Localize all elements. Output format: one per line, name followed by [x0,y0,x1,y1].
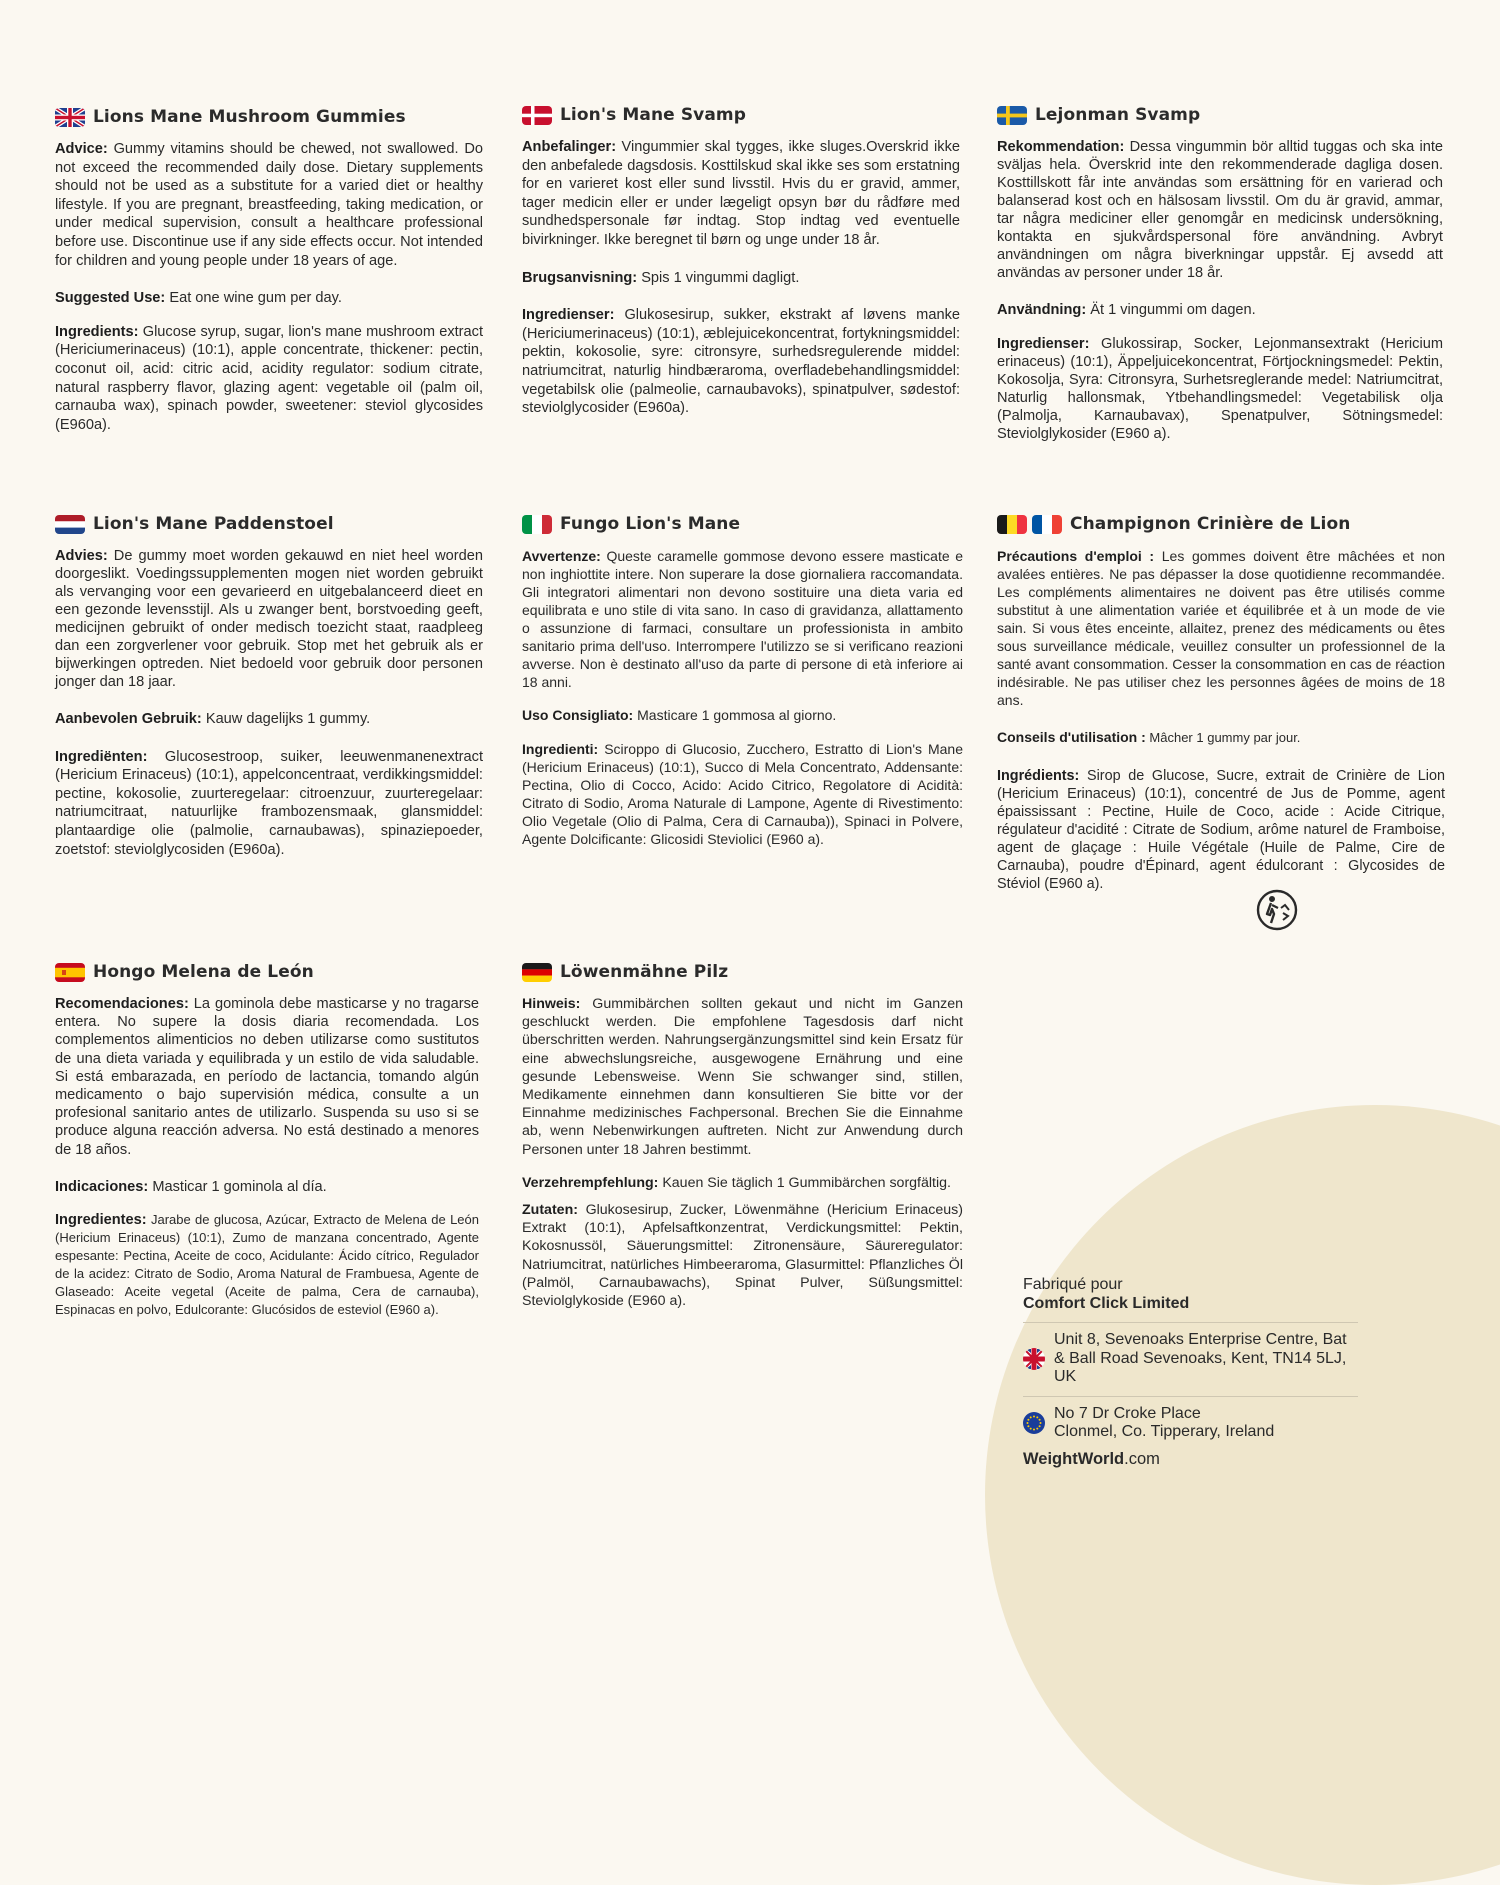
advice-paragraph: Recomendaciones: La gominola debe masticarse y no tragarse entera. No supere la dosis diaria recomendada. Los complementos alimenticios no deben utilizarse como sustitutos de una dieta variada y equilibrada y un estilo de vida saludable. Si está embarazada, en período de lactancia, tomando algún medicamento o bajo supervisión médica, consulte a un profesional sanitario antes de utilizarlo. Suspenda su uso si se produce alguna reacción adversa. No está destinado a menores de 18 años. [55,996,479,1158]
section-heading [55,513,483,535]
advice-paragraph: Précautions d'emploi : Les gommes doivent être mâchées et non avalées entières. Ne pas dépasser la dose quotidienne recommandée. Les compléments alimentaires ne doivent pas être utilisés comme substitut à une alimentation variée et équilibrée et à un mode de vie sain. Si vous êtes enceinte, allaitez, prenez des médicaments ou êtes sous surveillance médicale, veuillez consulter un professionnel de la santé avant consommation. Cesser la consommation en cas de réaction indésirable. Ne pas utiliser chez les personnes âgées de moins de 18 ans. [997,548,1446,708]
ingredients-paragraph: Ingredientes: Jarabe de glucosa, Azúcar, Extracto de Melena de León (Hericium Erinaceus) (10:1), Zumo de manzana concentrado, Agente espesante: Pectina, Aceite de coco, Acidulante: Ácido cítrico, Regulador de la acidez: Citrato de Sodio, Aroma Natural de Frambuesa, Agente de Glaseado: Aceite vegetal (Aceite de palma, Cera de carnauba), Espinacas en polvo, Edulcorante: Glucósidos de esteviol (E960 a). [55,1212,479,1318]
ingredients-paragraph: Zutaten: Glukosesirup, Zucker, Löwenmähne (Hericium Erinaceus) Extrakt (10:1), Apfelsaftkonzentrat, Verdickungsmittel: Pektin, Kokosnussöl, Säuerungsmittel: Zitronensäure, Säureregulator: Natriumcitrat, natürliches Himbeeraroma, Glasurmittel: Pflanzliches Öl (Palmöl, Carnaubawachs), Spinat Pulver, Süßungsmittel: Steviolglykoside (E960 a). [522,1202,963,1310]
ingredients-paragraph: Ingredienti: Sciroppo di Glucosio, Zucchero, Estratto di Lion's Mane (Hericium Erinaceus) (10:1), Succo di Mela Concentrato, Addensante: Pectina, Olio di Cocco, Acido: Acido Citrico, Regolatore di Acidità: Citrato di Sodio, Aroma Naturale di Lampone, Agente di Rivestimento: Olio Vegetale (Olio di Palma, Cera di Carnauba)), Spinaci in Polvere, Agente Dolcificante: Glicosidi Steviolici (E960 a). [522,740,963,847]
uk-flag-icon [1023,1348,1045,1370]
belgium-flag-icon [997,515,1027,534]
section-title: Lion's Mane Paddenstoel [93,514,334,534]
usage-paragraph: Verzehrempfehlung: Kauen Sie täglich 1 Gummibärchen sorgfältig. [522,1174,951,1191]
usage-paragraph: Indicaciones: Masticar 1 gominola al día. [55,1178,327,1195]
uk-flag-icon [55,108,85,127]
advice-paragraph: Rekommendation: Dessa vingummin bör alltid tuggas och ska inte sväljas hela. Överskrid inte den rekommenderade dagliga dosen. Kosttillskott får inte användas som ersättning för en varierad och balanserad kost och en hälsosam livsstil. Om du är gravid, ammar, tar några mediciner eller genomgår en medicinsk undersökning, kontakta en sjukvårdspersonal före användning. Avbryt användningen om några biverkningar uppstår. Ej avsedd att användas av personer under 18 år. [997,139,1443,281]
made-for-label: Fabriqué pour [1023,1276,1123,1293]
ingredients-paragraph: Ingredients: Glucose syrup, sugar, lion's mane mushroom extract (Hericiumerinaceus) (10:1), apple concentrate, thickener: pectin, coconut oil, acid: citric acid, acidity regulator: sodium citrate, natural raspberry flavor, glazing agent: vegetable oil (palm oil, carnauba wax), spinach powder, sweetener: steviol glycosides (E960a). [55,323,483,433]
usage-paragraph: Aanbevolen Gebruik: Kauw dagelijks 1 gummy. [55,711,371,727]
eu-address: No 7 Dr Croke Place Clonmel, Co. Tipperary, Ireland [1023,1405,1358,1442]
france-flag-icon [1032,515,1062,534]
germany-flag-icon [522,963,552,982]
denmark-flag-icon [522,106,552,125]
ingredients-paragraph: Ingrediënten: Glucosestroop, suiker, leeuwenmanenextract (Hericium Erinaceus) (10:1), appelconcentraat, verdikkingsmiddel: pectine, kokosolie, zuurteregelaar: citroenzuur, zuurteregelaar: natriumcitraat, natuurlijke frambozensmaak, glansmiddel: plantaardige olie (palmolie, carnaubawas), spinaziepoeder, zoetstof: steviolglycosiden (E960a). [55,748,483,858]
spain-flag-icon [55,963,85,982]
background-circle [985,1105,1500,1885]
section-title: Lion's Mane Svamp [560,105,747,125]
divider [1023,1396,1358,1397]
advice-paragraph: Anbefalinger: Vingummier skal tygges, ikke sluges.Overskrid ikke den anbefalede dagsdosis. Kosttilskud skal ikke ses som erstatning for en varieret kost eller sund livsstil. Hvis du er gravid, ammer, tager medicin eller er under lægeligt opsyn bør du rådføre med sundhedspersonale før indtag. Stop indtag ved eventuelle bivirkninger. Ikke beregnet til børn og unge under 18 år. [522,139,960,248]
section-it [522,513,963,863]
section-heading [997,104,1443,126]
section-title: Lejonman Svamp [1035,105,1201,125]
usage-paragraph: Användning: Ät 1 vingummi om dagen. [997,302,1256,318]
section-be-fr [997,513,1445,908]
brand-website: WeightWorld.com [1023,1449,1160,1468]
do-not-litter-recycle-icon [1255,888,1299,932]
section-uk [55,106,483,449]
italy-flag-icon [522,515,552,534]
usage-paragraph: Uso Consigliato: Masticare 1 gommosa al giorno. [522,707,837,723]
usage-paragraph: Conseils d'utilisation : Mâcher 1 gummy par jour. [997,729,1301,745]
section-title: Champignon Crinière de Lion [1070,514,1351,534]
section-heading [522,513,963,535]
advice-paragraph: Hinweis: Gummibärchen sollten gekaut und nicht im Ganzen geschluckt werden. Die empfohlene Tagesdosis darf nicht überschritten werden. Nahrungsergänzungsmittel sind kein Ersatz für eine abwechslungsreiche, ausgewogene Ernährung und eine gesunde Lebensweise. Wenn Sie schwanger sind, stillen, Medikamente einnehmen dann konsultieren Sie bitte vor der Einnahme medizinisches Fachpersonal. Brechen Sie die Einnahme ab, wenn Nebenwirkungen auftreten. Nicht zur Anwendung durch Personen unter 18 Jahren bestimmt. [522,996,963,1158]
section-title: Löwenmähne Pilz [560,962,729,982]
section-nl [55,513,483,874]
section-heading [55,961,479,983]
advice-paragraph: Advies: De gummy moet worden gekauwd en niet heel worden doorgeslikt. Voedingssupplementen mogen niet worden gebruikt als vervanging voor een gevarieerd en uitgebalanceerd dieet en een gezonde levensstijl. Als u zwanger bent, borstvoeding geeft, medicijnen gebruikt of onder medisch toezicht staat, raadpleeg dan een zorgverlener voor gebruik. Stop met het gebruik als er bijwerkingen optreden. Niet bedoeld voor gebruik door personen jonger dan 18 jaar. [55,548,483,690]
netherlands-flag-icon [55,515,85,534]
manufacturer-block [1023,1275,1358,1469]
section-title: Lions Mane Mushroom Gummies [93,107,406,127]
ingredients-paragraph: Ingredienser: Glukossirap, Socker, Lejonmansextrakt (Hericium erinaceus) (10:1), Äppeljuicekoncentrat, Förtjockningsmedel: Pektin, Kokosolja, Syra: Citronsyra, Surhetsreglerande medel: Natriumcitrat, Naturlig hallonsmak, Ytbehandlingsmedel: Vegetabilisk olja (Palmolja, Karnaubavax), Spenatpulver, Sötningsmedel: Steviolglykosider (E960 a). [997,335,1443,442]
advice-paragraph: Advice: Gummy vitamins should be chewed, not swallowed. Do not exceed the recommended daily dose. Dietary supplements should not be used as a substitute for a varied diet or healthy lifestyle. If you are pregnant, breastfeeding, taking medication, or under medical supervision, consult a healthcare professional before use. Discontinue use if any side effects occur. Not intended for children and young people under 18 years of age. [55,141,483,269]
section-heading [522,961,963,983]
company-name: Comfort Click Limited [1023,1295,1190,1312]
divider [1023,1322,1358,1323]
usage-paragraph: Brugsanvisning: Spis 1 vingummi dagligt. [522,269,800,286]
section-heading [522,104,960,126]
section-heading [55,106,483,128]
section-es [55,961,479,1334]
usage-paragraph: Suggested Use: Eat one wine gum per day. [55,290,342,307]
ingredients-paragraph: Ingredienser: Glukosesirup, sukker, ekstrakt af løvens manke (Hericiumerinaceus) (10:1), æblejuicekoncentrat, fortykningsmiddel: pektin, kokosolie, syre: citronsyre, surhedsregulerende middel: natriumcitrat, naturlig hindbæraroma, overfladebehandlingsmiddel: vegetabilsk olie (palmeolie, carnaubavoks), spinatpulver, sødestof: steviolglycosider (E960a). [522,307,960,417]
advice-paragraph: Avvertenze: Queste caramelle gommose devono essere masticate e non inghiottite intere. Non superare la dose giornaliera raccomandata. Gli integratori alimentari non devono sostituire una dieta varia ed equilibrata e uno stile di vita sano. In caso di gravidanza, allattamento o assunzione di farmaci, consultare un professionista in ambito sanitario prima dell'uso. Interrompere l'utilizzo se si verificano reazioni avverse. Non è destinato all'uso da parte di persone di età inferiore ai 18 anni. [522,548,963,690]
section-title: Fungo Lion's Mane [560,514,741,534]
section-dk [522,104,960,433]
eu-flag-icon [1023,1412,1045,1434]
ingredients-paragraph: Ingrédients: Sirop de Glucose, Sucre, extrait de Crinière de Lion (Hericium Erinaceus) (10:1), concentré de Jus de Pomme, agent épaississant : Pectine, Huile de Coco, acide : Acide Citrique, régulateur d'acidité : Citrate de Sodium, arôme naturel de Framboise, agent de glaçage : Huile Végétale (Huile de Palme, Cire de Carnauba), poudre d'Épinard, agent édulcorant : Glycosides de Stéviol (E960 a). [997,767,1445,892]
section-title: Hongo Melena de León [93,962,314,982]
sweden-flag-icon [997,106,1027,125]
section-heading [997,513,1445,535]
section-de [522,961,963,1325]
section-se [997,104,1443,458]
uk-address: Unit 8, Sevenoaks Enterprise Centre, Bat & Ball Road Sevenoaks, Kent, TN14 5LJ, UK [1023,1331,1358,1387]
